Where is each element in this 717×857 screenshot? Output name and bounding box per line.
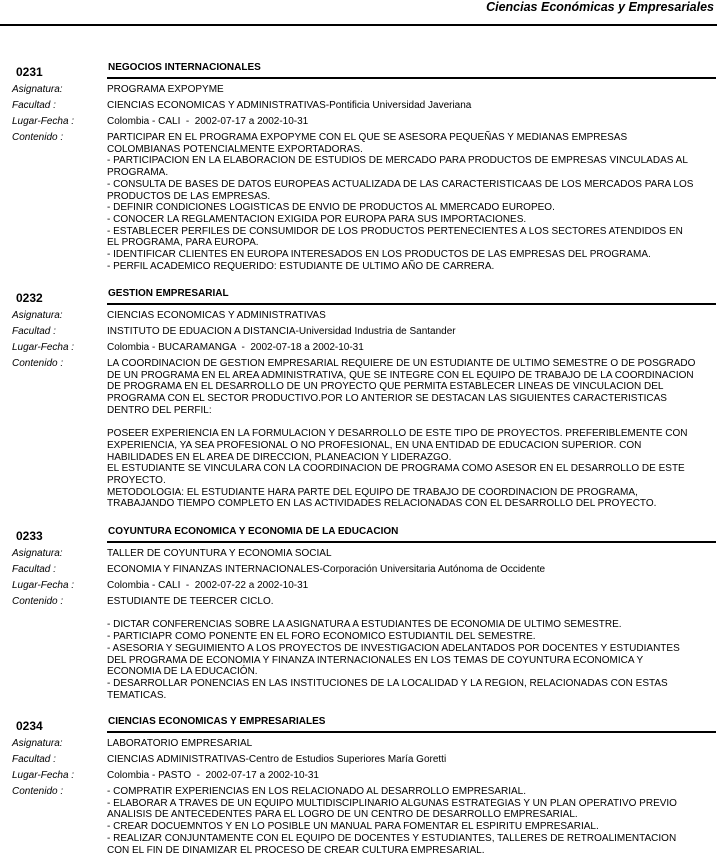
- lugar-fecha-value: Colombia - CALI - 2002-07-17 a 2002-10-31: [107, 116, 309, 127]
- entry-code: 0233: [16, 529, 43, 543]
- facultad-value: CIENCIAS ADMINISTRATIVAS-Centro de Estudios Superiores María Goretti: [107, 754, 447, 765]
- lugar-fecha-label: Lugar-Fecha :: [12, 342, 75, 353]
- contenido-value: LA COORDINACION DE GESTION EMPRESARIAL REQUIERE DE UN ESTUDIANTE DE ULTIMO SEMESTRE O DE POSGRADO DE UN PROGRAMA EN EL AREA ADMINISTRATIVA, QUE SE INTEGRE CON EL EQUIPO DE TRABAJO DE LA COORDINACION DE PROGRAMA EN EL DESARROLLO DE UN PROYECTO QUE PERMITA ESTABLECER LINEAS DE VINCULACION DEL PROGRAMA CON EL SECTOR PRODUCTIVO.POR LO ANTERIOR SE DESTACAN LAS SIGUIENTES CARACTERISTICAS DENTRO DEL PERFIL: POSEER EXPERIENCIA EN LA FORMULACION Y DESARROLLO DE ESTE TIPO DE PROYECTOS. PREFERIBLEMENTE CON EXPERIENCIA, YA SEA PROFESIONAL O NO PROFESIONAL, EN UNA ENTIDAD DE EDUCACION SUPERIOR. CON HABILIDADES EN EL AREA DE DIRECCION, PLANEACION Y LIDERAZGO. EL ESTUDIANTE SE VINCULARA CON LA COORDINACION DE PROGRAMA COMO ASESOR EN EL DESARROLLO DE ESTE PROYECTO. METODOLOGIA: EL ESTUDIANTE HARA PARTE DEL EQUIPO DE TRABAJO DE COORDINACION DE PROGRAMA, TRABAJANDO TIEMPO COMPLETO EN LAS ACTIVIDADES RELACIONADAS CON EL DESARROLLO DEL PROYECTO.: [107, 358, 696, 510]
- lugar-fecha-value: Colombia - PASTO - 2002-07-17 a 2002-10-31: [107, 770, 319, 781]
- entry-code: 0232: [16, 291, 43, 305]
- facultad-label: Facultad :: [12, 754, 56, 765]
- contenido-value: - COMPRATIR EXPERIENCIAS EN LOS RELACIONADO AL DESARROLLO EMPRESARIAL. - ELABORAR A TRAVES DE UN EQUIPO MULTIDISCIPLINARIO ALGUNAS ESTRATEGIAS Y UN PLAN OPERATIVO PREVIO ANALISIS DE ANTECEDENTES PARA EL LOGRO DE UN CENTRO DE DESARROLLO EMPRESARIAL. - CREAR DOCUEMNTOS Y EN LO POSIBLE UN MANUAL PARA FOMENTAR EL ESPIRITU EMPRESARIAL. - REALIZAR CONJUNTAMENTE CON EL EQUIPO DE DOCENTES Y ESTUDIANTES, TALLERES DE RETROALIMENTACION CON EL FIN DE DINAMIZAR EL PROCESO DE CREAR CULTURA EMPRESARIAL.: [107, 786, 677, 856]
- page-header: [0, 0, 717, 26]
- facultad-label: Facultad :: [12, 326, 56, 337]
- entry-divider: [107, 731, 716, 733]
- entry-code: 0231: [16, 65, 43, 79]
- asignatura-label: Asignatura:: [12, 84, 63, 95]
- contenido-label: Contenido :: [12, 786, 64, 797]
- asignatura-value: TALLER DE COYUNTURA Y ECONOMIA SOCIAL: [107, 548, 332, 559]
- entry-title: NEGOCIOS INTERNACIONALES: [108, 62, 261, 73]
- entry-title: CIENCIAS ECONOMICAS Y EMPRESARIALES: [108, 716, 326, 727]
- lugar-fecha-label: Lugar-Fecha :: [12, 770, 75, 781]
- asignatura-value: PROGRAMA EXPOPYME: [107, 84, 224, 95]
- asignatura-label: Asignatura:: [12, 738, 63, 749]
- entry-divider: [107, 77, 716, 79]
- asignatura-label: Asignatura:: [12, 310, 63, 321]
- lugar-fecha-label: Lugar-Fecha :: [12, 116, 75, 127]
- entry-divider: [107, 541, 716, 543]
- contenido-label: Contenido :: [12, 132, 64, 143]
- entry-title: COYUNTURA ECONOMICA Y ECONOMIA DE LA EDUCACION: [108, 526, 399, 537]
- contenido-value: ESTUDIANTE DE TEERCER CICLO. - DICTAR CONFERENCIAS SOBRE LA ASIGNATURA A ESTUDIANTES DE ECONOMIA DE ULTIMO SEMESTRE. - PARTICIAPR COMO PONENTE EN EL FORO ECONOMICO ESTUDIANTIL DEL SEMESTRE. - ASESORIA Y SEGUIMIENTO A LOS PROYECTOS DE INVESTIGACION ADELANTADOS POR DOCENTES Y ESTUDIANTES DEL PROGRAMA DE ECONOMIA Y FINANZA INTERNACIONALES EN LOS TEMAS DE COYUNTURA ECONOMICA Y ECONOMIA DE LA EDUCACIÓN. - DESARROLLAR PONENCIAS EN LAS INSTITUCIONES DE LA LOCALIDAD Y LA REGION, RELACIONADAS CON ESTAS TEMATICAS.: [107, 596, 680, 701]
- entry-title: GESTION EMPRESARIAL: [108, 288, 229, 299]
- facultad-value: ECONOMIA Y FINANZAS INTERNACIONALES-Corporación Universitaria Autónoma de Occidente: [107, 564, 546, 575]
- facultad-label: Facultad :: [12, 564, 56, 575]
- entry-code: 0234: [16, 719, 43, 733]
- asignatura-value: LABORATORIO EMPRESARIAL: [107, 738, 253, 749]
- facultad-value: CIENCIAS ECONOMICAS Y ADMINISTRATIVAS-Pontificia Universidad Javeriana: [107, 100, 472, 111]
- lugar-fecha-value: Colombia - BUCARAMANGA - 2002-07-18 a 2002-10-31: [107, 342, 364, 353]
- facultad-label: Facultad :: [12, 100, 56, 111]
- contenido-label: Contenido :: [12, 596, 64, 607]
- contenido-value: PARTICIPAR EN EL PROGRAMA EXPOPYME CON EL QUE SE ASESORA PEQUEÑAS Y MEDIANAS EMPRESAS COLOMBIANAS POTENCIALMENTE EXPORTADORAS. - PARTICIPACION EN LA ELABORACION DE ESTUDIOS DE MERCADO PARA PRODUCTOS DE EMPRESAS VINCULADAS AL PROGRAMA. - CONSULTA DE BASES DE DATOS EUROPEAS ACTUALIZADA DE LAS CARACTERISTICAAS DE LOS MERCADOS PARA LOS PRODUCTOS DE LAS EMPRESAS. - DEFINIR CONDICIONES LOGISTICAS DE ENVIO DE PRODUCTOS AL MMERCADO EUROPEO. - CONOCER LA REGLAMENTACION EXIGIDA POR EUROPA PARA SUS IMPORTACIONES. - ESTABLECER PERFILES DE CONSUMIDOR DE LOS PRODUCTOS PERTENECIENTES A LOS SECTORES ATENDIDOS EN EL PROGRAMA, PARA EUROPA. - IDENTIFICAR CLIENTES EN EUROPA INTERESADOS EN LOS PRODUCTOS DE LAS EMPRESAS DEL PROGRAMA. - PERFIL ACADEMICO REQUERIDO: ESTUDIANTE DE ULTIMO AÑO DE CARRERA.: [107, 132, 694, 272]
- facultad-value: INSTITUTO DE EDUACION A DISTANCIA-Universidad Industria de Santander: [107, 326, 456, 337]
- asignatura-value: CIENCIAS ECONOMICAS Y ADMINISTRATIVAS: [107, 310, 326, 321]
- lugar-fecha-value: Colombia - CALI - 2002-07-22 a 2002-10-31: [107, 580, 309, 591]
- lugar-fecha-label: Lugar-Fecha :: [12, 580, 75, 591]
- asignatura-label: Asignatura:: [12, 548, 63, 559]
- contenido-label: Contenido :: [12, 358, 64, 369]
- entry-divider: [107, 303, 716, 305]
- page-title: Ciencias Económicas y Empresariales: [486, 0, 714, 14]
